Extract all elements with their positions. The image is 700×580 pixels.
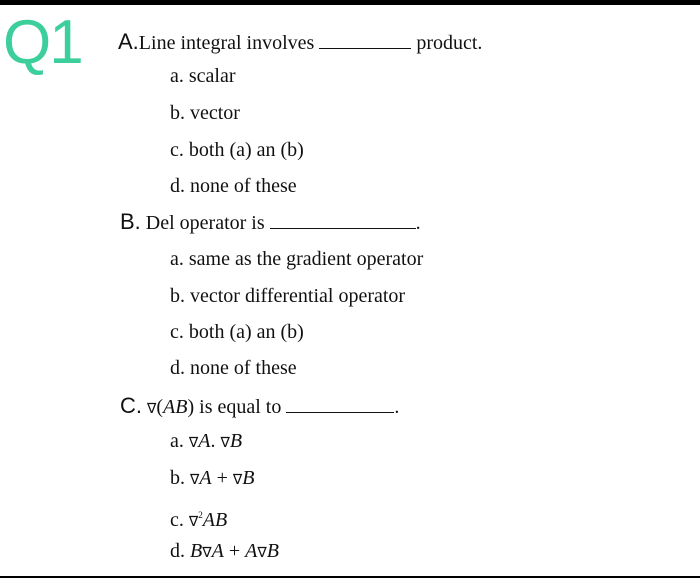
question-c-option-c <box>170 503 227 535</box>
option-label: c. <box>170 509 184 531</box>
option-text: vector <box>190 102 240 124</box>
option-label: d. <box>170 175 185 197</box>
top-border <box>0 0 700 5</box>
question-a-stem <box>118 30 482 55</box>
option-label: a. <box>170 248 184 270</box>
question-b-text-after: . <box>415 212 421 234</box>
question-b-option-c <box>170 320 304 344</box>
question-c-letter: C. <box>120 393 142 418</box>
option-text: both (a) an (b) <box>188 321 304 343</box>
paren-close: ) <box>187 396 195 418</box>
option-label: b. <box>170 102 185 124</box>
question-a-option-b <box>170 101 240 125</box>
question-a-blank <box>319 30 411 49</box>
question-c-blank <box>286 394 394 413</box>
question-a-option-a <box>170 64 236 88</box>
question-number: Q1 <box>3 8 82 77</box>
del-symbol: ∇ <box>202 546 212 561</box>
option-label: b. <box>170 285 185 307</box>
math-op: . <box>210 430 221 452</box>
option-label: b. <box>170 467 185 489</box>
option-label: a. <box>170 65 184 87</box>
question-c-text: is equal to <box>199 396 282 418</box>
math-ab: AB <box>163 396 188 418</box>
superscript: 2 <box>198 510 203 520</box>
option-text: same as the gradient operator <box>188 248 424 270</box>
math-var: B <box>242 467 255 489</box>
option-label: d. <box>170 357 185 379</box>
question-c-option-a <box>170 429 242 456</box>
del-symbol: ∇ <box>232 473 243 488</box>
bottom-border <box>0 576 700 578</box>
math-var: B <box>229 430 243 452</box>
del-symbol: ∇ <box>147 402 157 417</box>
question-b-letter: B. <box>120 209 141 234</box>
del-symbol: ∇ <box>220 436 230 451</box>
math-var: B <box>266 540 279 562</box>
question-c-stem <box>120 394 399 422</box>
math-var: A <box>198 430 211 452</box>
question-a-text: Line integral involves <box>138 32 315 54</box>
question-a-option-d <box>170 174 297 198</box>
question-b-text: Del operator is <box>145 212 265 234</box>
math-var: A <box>245 540 258 562</box>
paren-open: ( <box>156 396 164 418</box>
question-b-option-a <box>170 247 423 271</box>
del-symbol: ∇ <box>257 546 267 561</box>
math-var: A <box>199 467 212 489</box>
question-b-option-d <box>170 356 297 380</box>
option-text: both (a) an (b) <box>188 139 304 161</box>
question-b-stem <box>120 210 421 235</box>
option-text: none of these <box>190 175 297 197</box>
option-label: c. <box>170 321 184 343</box>
question-a-letter: A. <box>118 29 139 54</box>
math-var: A <box>211 540 224 562</box>
math-op: + <box>223 540 246 562</box>
option-label: c. <box>170 139 184 161</box>
option-label: a. <box>170 430 184 452</box>
question-b-option-b <box>170 284 405 308</box>
question-b-blank <box>270 210 416 229</box>
option-text: scalar <box>188 65 236 87</box>
question-a-text-after: product. <box>416 32 483 54</box>
option-label: d. <box>170 540 185 562</box>
math-op: + <box>211 467 233 489</box>
math-var: B <box>190 540 203 562</box>
question-c-text-after: . <box>394 396 400 418</box>
question-c-option-d <box>170 539 279 566</box>
del-symbol: ∇ <box>188 436 199 451</box>
question-a-option-c <box>170 138 304 162</box>
math-var: AB <box>202 509 228 531</box>
option-text: vector differential operator <box>190 285 406 307</box>
option-text: none of these <box>190 357 297 379</box>
del-symbol: ∇ <box>190 473 200 488</box>
question-c-option-b <box>170 466 254 493</box>
del-symbol: ∇ <box>188 515 199 530</box>
